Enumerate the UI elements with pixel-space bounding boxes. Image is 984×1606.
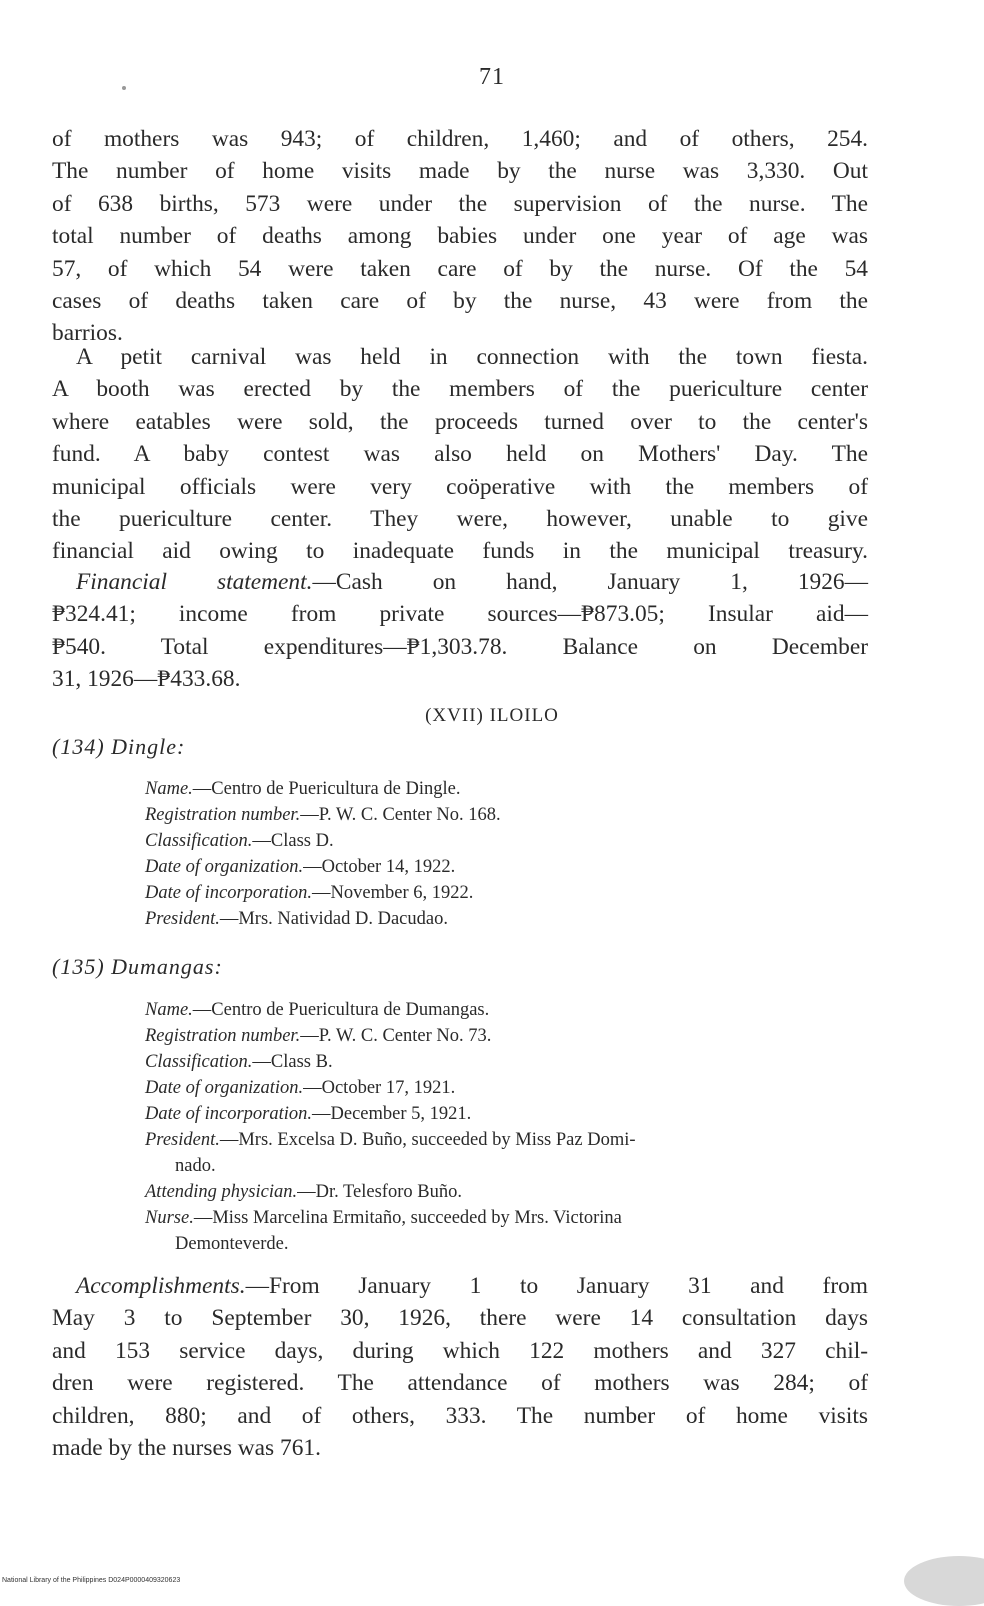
field-physician: Attending physician.—Dr. Telesforo Buño. — [145, 1182, 462, 1202]
text-line: ₱324.41; income from private sources—₱873.05; Insular aid— — [52, 601, 868, 628]
field-incorporation-date: Date of incorporation.—November 6, 1922. — [145, 883, 474, 903]
field-nurse: Nurse.—Miss Marcelina Ermitaño, succeeded by Mrs. Victorina — [145, 1208, 622, 1228]
field-registration: Registration number.—P. W. C. Center No. 73. — [145, 1026, 492, 1046]
section-title: (XVII) ILOILO — [425, 705, 559, 726]
entry-fields — [145, 997, 870, 1257]
text-line: May 3 to September 30, 1926, there were 14 consultation days — [52, 1305, 868, 1332]
entry-fields — [145, 776, 870, 932]
text-line: and 153 service days, during which 122 mothers and 327 chil- — [52, 1337, 868, 1364]
entry-number: (134) — [52, 734, 105, 759]
field-name: Name.—Centro de Puericultura de Dumangas. — [145, 1000, 490, 1020]
text-line: barrios. — [52, 320, 123, 347]
text-line: made by the nurses was 761. — [52, 1435, 321, 1462]
financial-statement — [52, 566, 868, 696]
text-line: the puericulture center. They were, however, unable to give — [52, 506, 868, 533]
field-nurse-continued: Demonteverde. — [175, 1234, 289, 1254]
field-name: Name.—Centro de Puericultura de Dingle. — [145, 779, 461, 799]
text-line: where eatables were sold, the proceeds turned over to the center's — [52, 408, 868, 435]
text-line: fund. A baby contest was also held on Mothers' Day. The — [52, 441, 868, 468]
text-line: ₱540. Total expenditures—₱1,303.78. Balance on December — [52, 633, 868, 660]
paragraph-1 — [52, 123, 868, 350]
text-line: cases of deaths taken care of by the nurse, 43 were from the — [52, 288, 868, 315]
text-line: A booth was erected by the members of the puericulture center — [52, 376, 868, 403]
footer-source-label: National Library of the Philippines D024P0000409320623 — [2, 1577, 181, 1584]
text-line: dren were registered. The attendance of mothers was 284; of — [52, 1370, 868, 1397]
text-line: of mothers was 943; of children, 1,460; and of others, 254. — [52, 126, 868, 152]
text-line: Financial statement.—Cash on hand, January 1, 1926— — [76, 569, 868, 595]
field-president: President.—Mrs. Excelsa D. Buño, succeeded by Miss Paz Domi- — [145, 1130, 636, 1150]
entry-number: (135) — [52, 954, 105, 979]
text-line: of 638 births, 573 were under the supervision of the nurse. The — [52, 190, 868, 217]
field-president-continued: nado. — [175, 1156, 216, 1176]
entry-title: Dingle: — [111, 734, 186, 759]
entry-title: Dumangas: — [111, 954, 223, 979]
accomplishments — [52, 1270, 868, 1464]
field-registration: Registration number.—P. W. C. Center No. 168. — [145, 805, 501, 825]
paragraph-2 — [52, 341, 868, 568]
scan-shadow — [904, 1556, 984, 1606]
text-line: children, 880; and of others, 333. The number of home visits — [52, 1402, 868, 1429]
text-line: A petit carnival was held in connection with the town fiesta. — [76, 344, 868, 370]
text-line: financial aid owing to inadequate funds in the municipal treasury. — [52, 538, 868, 565]
text-line: municipal officials were very coöperative with the members of — [52, 473, 868, 500]
text-line: total number of deaths among babies under one year of age was — [52, 223, 868, 250]
entry-heading — [52, 734, 185, 760]
field-organization-date: Date of organization.—October 17, 1921. — [145, 1078, 456, 1098]
entry-heading — [52, 954, 223, 980]
page-number: 71 — [479, 64, 505, 90]
field-classification: Classification.—Class D. — [145, 831, 334, 851]
text-line: Accomplishments.—From January 1 to January 31 and from — [76, 1273, 868, 1299]
text-line: 31, 1926—₱433.68. — [52, 666, 241, 693]
accomplishments-label: Accomplishments. — [76, 1273, 246, 1299]
field-president: President.—Mrs. Natividad D. Dacudao. — [145, 909, 448, 929]
text-line: 57, of which 54 were taken care of by the nurse. Of the 54 — [52, 255, 868, 282]
field-organization-date: Date of organization.—October 14, 1922. — [145, 857, 456, 877]
field-classification: Classification.—Class B. — [145, 1052, 333, 1072]
field-incorporation-date: Date of incorporation.—December 5, 1921. — [145, 1104, 472, 1124]
text-line: The number of home visits made by the nurse was 3,330. Out — [52, 158, 868, 185]
financial-statement-label: Financial statement. — [76, 569, 313, 595]
